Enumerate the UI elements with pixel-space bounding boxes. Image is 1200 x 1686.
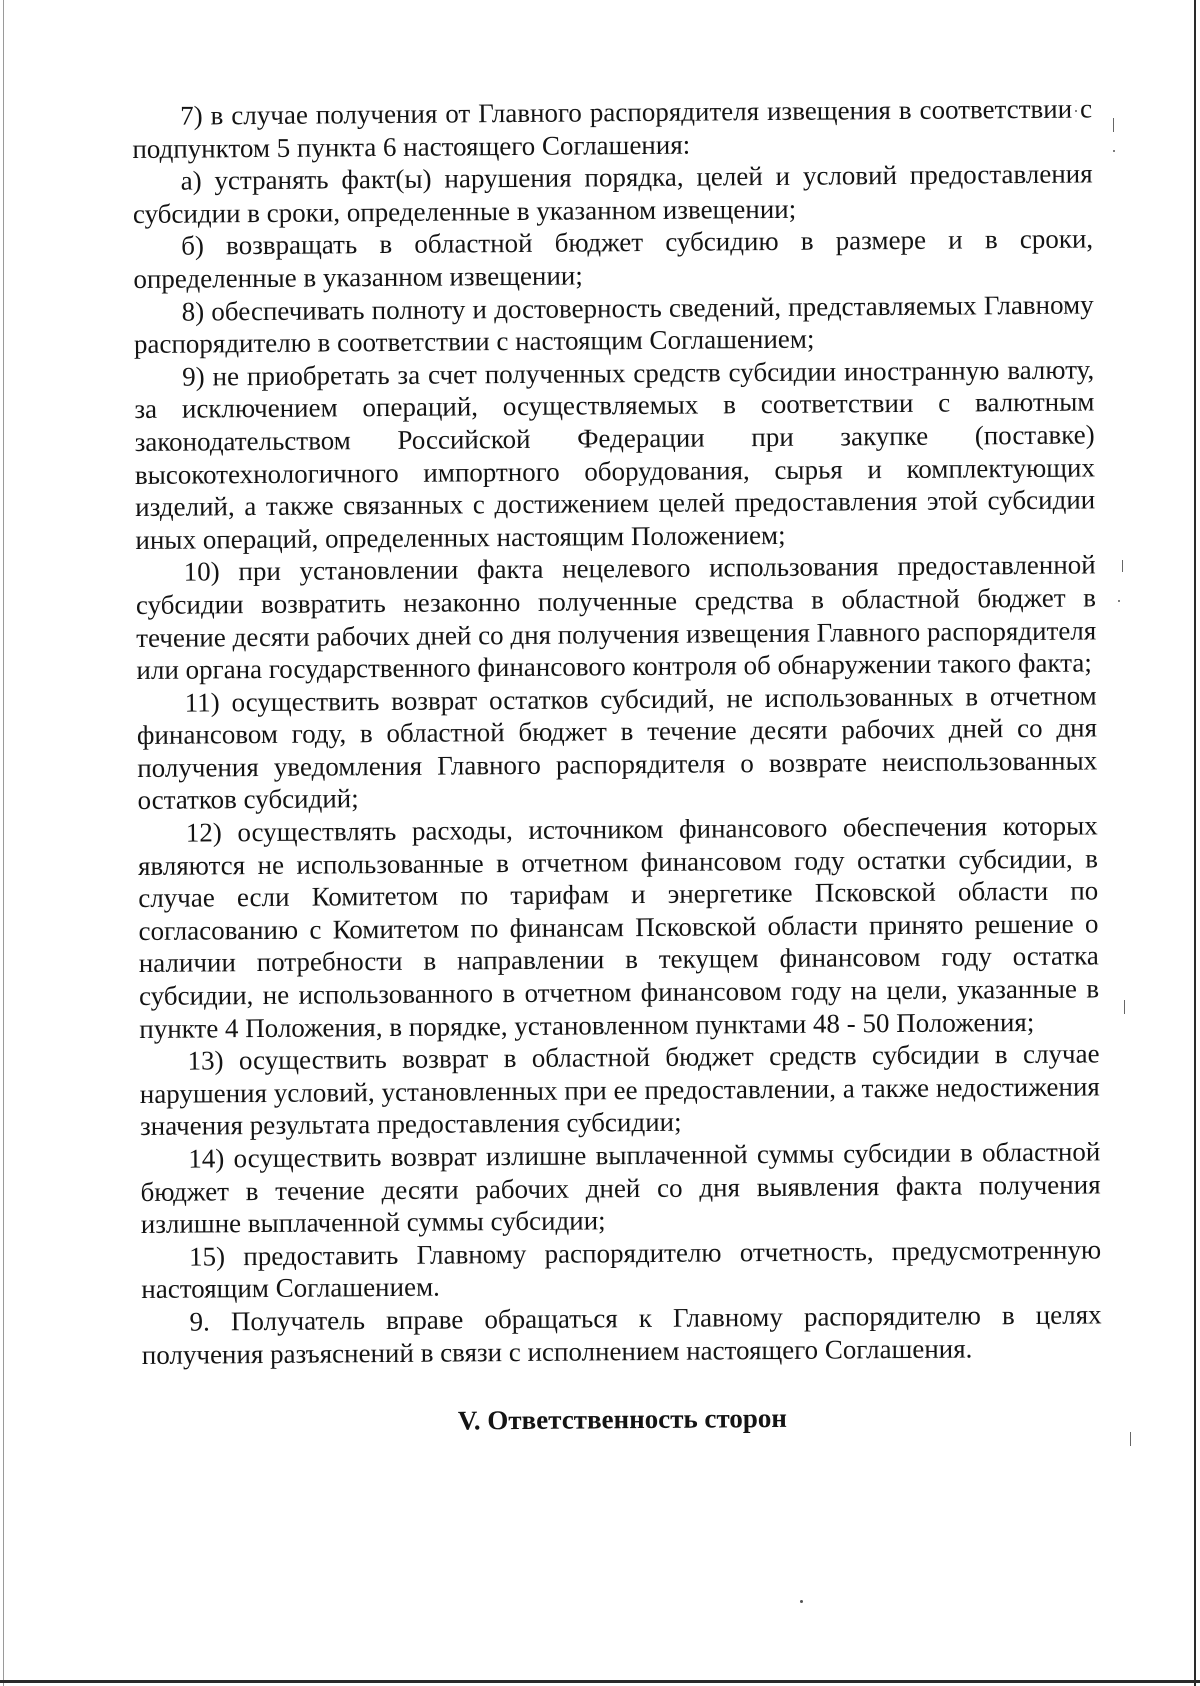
paragraph-item-12: 12) осуществлять расходы, источником финансового обеспечения которых являются не использованные в отчетном финансовом году остатки субсидии, в случае если Комитетом по тарифам и энергетике Псковской области по согласованию с Комитетом по финансам Псковской области принято решение о наличии потребности в направлении в текущем финансовом году остатка субсидии, не использованного в отчетном финансовом году на цели, указанные в пункте 4 Положения, в порядке, установленном пунктами 48 - 50 Положения; (137, 810, 1100, 1044)
paragraph-item-13: 13) осуществить возврат в областной бюджет средств субсидии в случае нарушения условий, установленных при ее предоставлении, а также недостижения значения результата предоставления субсидии; (139, 1038, 1100, 1142)
paragraph-item-9: 9) не приобретать за счет полученных средств субсидии иностранную валюту, за исключением операций, осуществляемых в соответствии с валютным законодательством Российской Федерации при закупке (поставке) высокотехнологичного импортного оборудования, сырья и комплектующих изделий, а также связанных с достижением целей предоставления этой субсидии иных операций, определенных настоящим Положением; (134, 354, 1096, 555)
scan-artifact (1113, 118, 1114, 132)
paragraph-item-14: 14) осуществить возврат излишне выплаченной суммы субсидии в областной бюджет в течение десяти рабочих дней со дня выявления факта получения излишне выплаченной суммы субсидии; (140, 1136, 1101, 1240)
scan-speck (1113, 150, 1115, 152)
scan-speck (800, 1600, 803, 1603)
paragraph-item-7: 7) в случае получения от Главного распорядителя извещения в соответствии с подпунктом 5 пункта 6 настоящего Соглашения: (132, 93, 1093, 164)
scan-speck (1118, 600, 1120, 602)
paragraph-clause-9: 9. Получатель вправе обращаться к Главному распорядителю в целях получения разъяснений в связи с исполнением настоящего Соглашения. (141, 1299, 1102, 1370)
scan-edge-left (3, 0, 4, 1686)
document-body (132, 92, 1102, 1439)
paragraph-item-15: 15) предоставить Главному распорядителю отчетность, предусмотренную настоящим Соглашением. (141, 1234, 1102, 1305)
paragraph-item-7a: а) устранять факт(ы) нарушения порядка, целей и условий предоставления субсидии в сроки, определенные в указанном извещении; (132, 158, 1093, 229)
section-heading: V. Ответственность сторон (457, 1403, 788, 1436)
scan-artifact (1130, 1432, 1131, 1446)
paragraph-item-7b: б) возвращать в областной бюджет субсидию в размере и в сроки, определенные в указанном извещении; (133, 223, 1094, 294)
paragraph-item-10: 10) при установлении факта нецелевого использования предоставленной субсидии возвратить незаконно полученные средства в областной бюджет в течение десяти рабочих дней со дня получения извещения Главного распорядителя или органа государственного финансового контроля об обнаружении такого факта; (135, 549, 1097, 686)
scan-artifact (1122, 560, 1123, 572)
paragraph-item-8: 8) обеспечивать полноту и достоверность сведений, представляемых Главному распорядителю в соответствии с настоящим Соглашением; (133, 289, 1094, 360)
scan-edge-bottom (0, 1680, 1200, 1683)
scan-artifact (1124, 1000, 1125, 1014)
scan-edge-right (1194, 0, 1196, 1686)
paragraph-item-11: 11) осуществить возврат остатков субсидий, не использованных в отчетном финансовом году, в областной бюджет в течение десяти рабочих дней со дня получения уведомления Главного распорядителя о возврате неиспользованных остатков субсидий; (136, 680, 1098, 816)
